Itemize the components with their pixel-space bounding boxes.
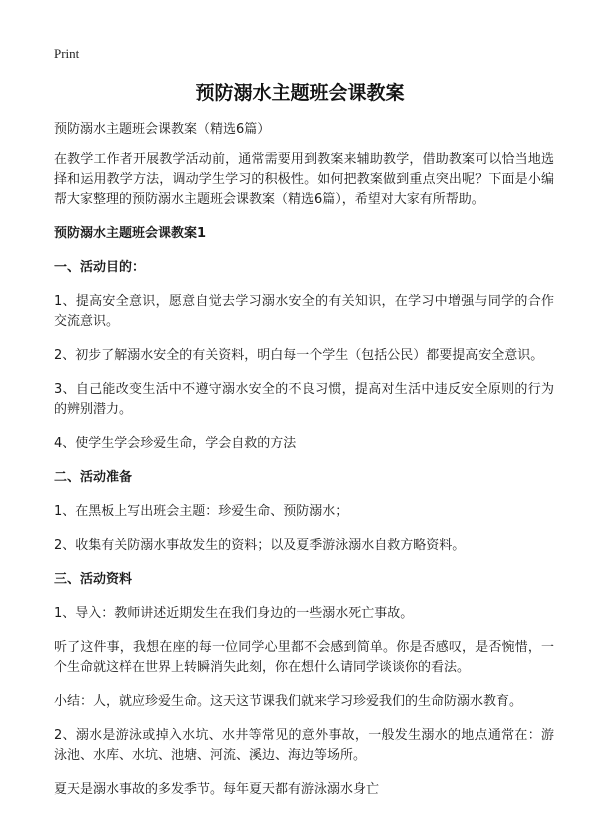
section-item: 3、自己能改变生活中不遵守溺水安全的不良习惯，提高对生活中违反安全原则的行为的辨别潜力。: [54, 382, 554, 417]
section-item: 1、在黑板上写出班会主题：珍爱生命、预防溺水；: [54, 504, 349, 519]
section-heading-preparation: 二、活动准备: [54, 470, 133, 485]
section-item: 听了这件事，我想在座的每一位同学心里都不会感到简单。你是否感叹，是否惋惜，一个生命就这样在世界上转瞬消失此刻，你在想什么请同学谈谈你的看法。: [54, 640, 554, 675]
lesson-heading: 预防溺水主题班会课教案1: [54, 226, 207, 241]
section-item: 小结：人，就应珍爱生命。这天这节课我们就来学习珍爱我们的生命防溺水教育。: [54, 694, 523, 709]
section-item: 夏天是溺水事故的多发季节。每年夏天都有游泳溺水身亡: [54, 782, 380, 797]
document-body: [54, 120, 554, 814]
print-link[interactable]: Print: [54, 46, 80, 61]
section-item: 1、导入：教师讲述近期发生在我们身边的一些溺水死亡事故。: [54, 606, 414, 621]
section-item: 2、初步了解溺水安全的有关资料，明白每一个学生（包括公民）都要提高安全意识。: [54, 348, 544, 363]
section-heading-goals: 一、活动目的：: [54, 260, 146, 275]
section-heading-materials: 三、活动资料: [54, 572, 133, 587]
document-title: 预防溺水主题班会课教案: [195, 82, 405, 104]
section-item: 2、收集有关防溺水事故发生的资料；以及夏季游泳溺水自救方略资料。: [54, 538, 466, 553]
section-item: 2、溺水是游泳或掉入水坑、水井等常见的意外事故，一般发生溺水的地点通常在：游泳池、水库、水坑、池塘、河流、溪边、海边等场所。: [54, 728, 554, 763]
section-item: 1、提高安全意识，愿意自觉去学习溺水安全的有关知识，在学习中增强与同学的合作交流意识。: [54, 294, 554, 329]
intro-paragraph: 在教学工作者开展教学活动前，通常需要用到教案来辅助教学，借助教案可以恰当地选择和运用教学方法，调动学生学习的积极性。如何把教案做到重点突出呢？下面是小编帮大家整理的预防溺水主题班会课教案（精选6篇），希望对大家有所帮助。: [54, 152, 554, 207]
document-subtitle: 预防溺水主题班会课教案（精选6篇）: [54, 122, 271, 137]
section-item: 4、使学生学会珍爱生命，学会自救的方法: [54, 436, 297, 451]
